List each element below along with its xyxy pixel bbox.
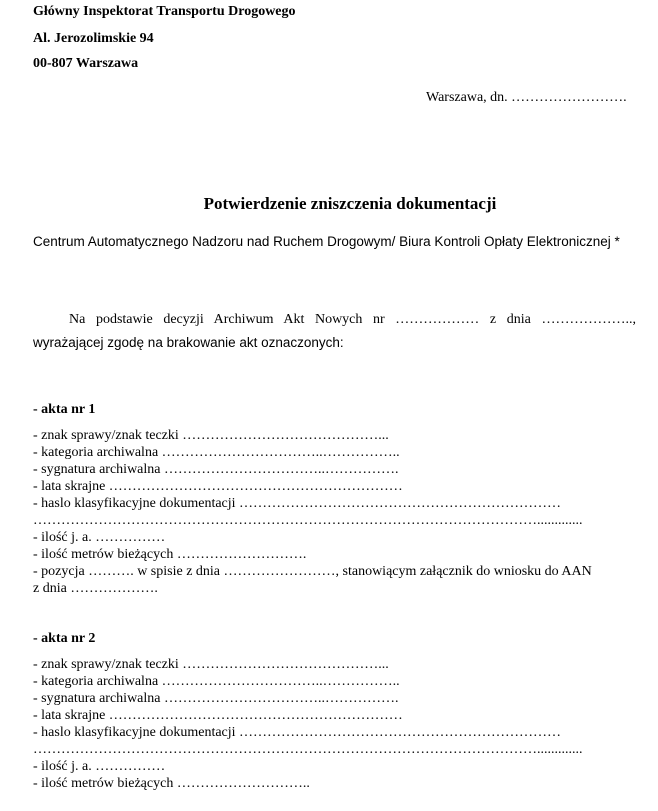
akta-2-field-haslo-continued: ………………………………………………………………………………………………............. [33, 742, 583, 757]
decision-paragraph-line1: Na podstawie decyzji Archiwum Akt Nowych nr ……………… z dnia ……………….., [69, 312, 636, 327]
akta-2-field-znak: - znak sprawy/znak teczki ……………………………………... [33, 657, 389, 672]
akta-1-heading: - akta nr 1 [33, 402, 96, 417]
decision-paragraph-line2: wyrażającej zgodę na brakowanie akt oznaczonych: [33, 335, 344, 350]
akta-1-field-ilosc-metrow: - ilość metrów bieżących ………………………. [33, 547, 307, 562]
header-institution: Główny Inspektorat Transportu Drogowego [33, 4, 296, 19]
akta-2-field-haslo: - haslo klasyfikacyjne dokumentacji …………………………………………………………… [33, 725, 562, 740]
akta-1-field-kategoria: - kategoria archiwalna ……………………………..…………….. [33, 445, 400, 460]
akta-1-field-z-dnia: z dnia ………………. [33, 581, 158, 596]
header-address: Al. Jerozolimskie 94 [33, 31, 154, 46]
akta-2-field-ilosc-metrow: - ilość metrów bieżących ……………………….. [33, 776, 310, 791]
akta-1-field-znak: - znak sprawy/znak teczki ……………………………………... [33, 428, 389, 443]
akta-2-field-sygnatura: - sygnatura archiwalna ……………………………..……………. [33, 691, 399, 706]
akta-1-field-lata: - lata skrajne ……………………………………………………… [33, 479, 403, 494]
document-title: Potwierdzenie zniszczenia dokumentacji [203, 194, 497, 213]
date-line: Warszawa, dn. ……………………. [426, 90, 627, 105]
akta-2-field-ilosc-ja: - ilość j. a. …………… [33, 759, 166, 774]
document-subtitle: Centrum Automatycznego Nadzoru nad Ruchem Drogowym/ Biura Kontroli Opłaty Elektronicznej * [33, 234, 620, 249]
akta-1-field-sygnatura: - sygnatura archiwalna ……………………………..……………. [33, 462, 399, 477]
akta-1-field-haslo: - haslo klasyfikacyjne dokumentacji …………………………………………………………… [33, 496, 562, 511]
akta-2-field-lata: - lata skrajne ……………………………………………………… [33, 708, 403, 723]
header-postal-city: 00-807 Warszawa [33, 56, 139, 71]
decision-paragraph [33, 311, 636, 329]
akta-2-heading: - akta nr 2 [33, 631, 96, 646]
akta-1-field-haslo-continued: ………………………………………………………………………………………………............. [33, 513, 583, 528]
akta-2-field-kategoria: - kategoria archiwalna ……………………………..…………….. [33, 674, 400, 689]
akta-1-field-ilosc-ja: - ilość j. a. …………… [33, 530, 166, 545]
akta-1-field-pozycja: - pozycja ………. w spisie z dnia ……………………, stanowiącym załącznik do wniosku do AAN [33, 564, 592, 579]
